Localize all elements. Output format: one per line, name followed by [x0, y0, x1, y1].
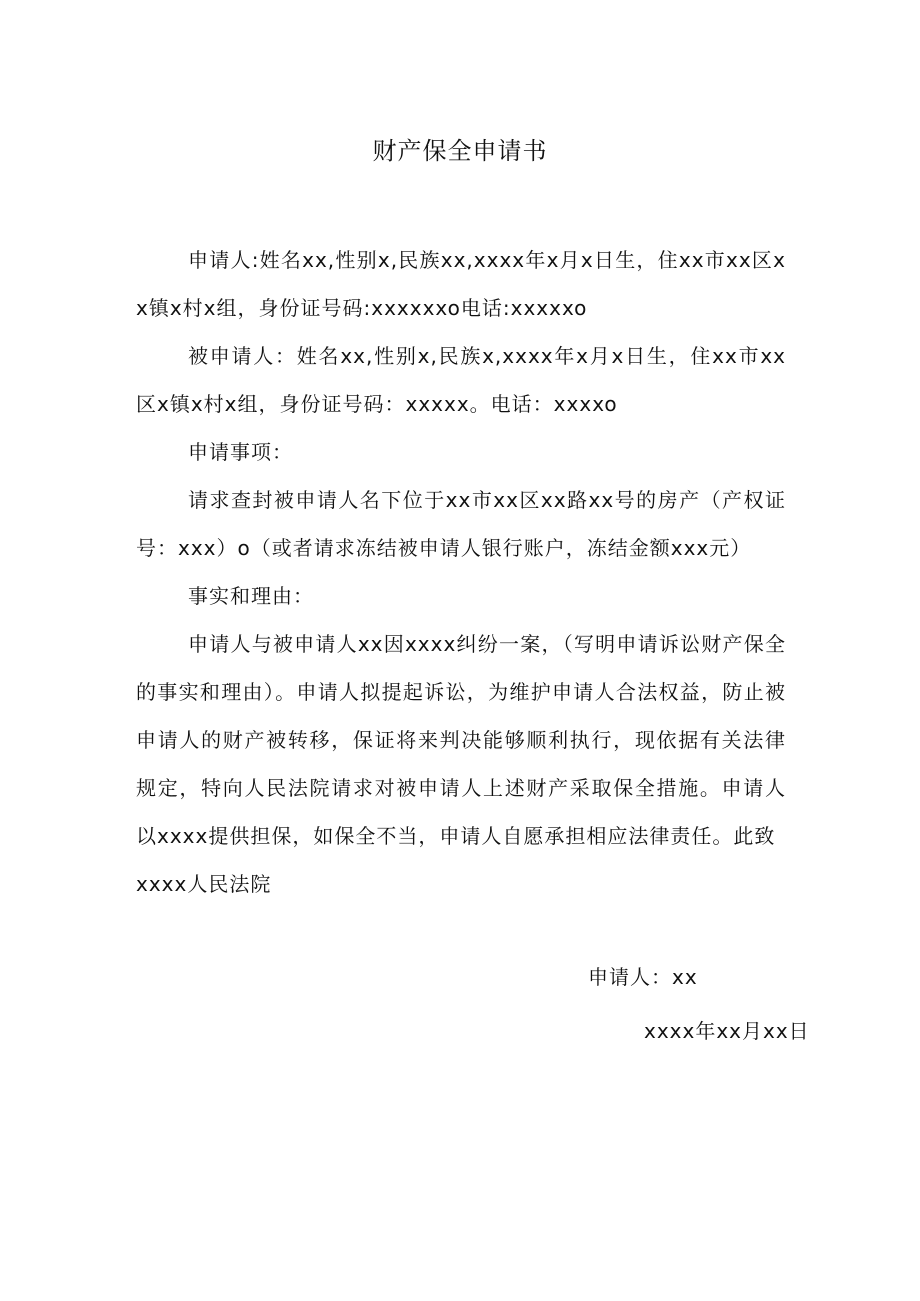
request-heading: 申请事项： [188, 440, 293, 464]
facts-paragraph: 申请人与被申请人xx因xxxx纠纷一案，（写明申请诉讼财产保全的事实和理由）。申请人拟提起诉讼，为维护申请人合法权益，防止被申请人的财产被转移，保证将来判决能够顺利执行，现依据有关法律规定，特向人民法院请求对被申请人上述财产采取保全措施。申请人以xxxx提供担保，如保全不当，申请人自愿承担相应法律责任。此致 [136, 632, 786, 848]
request-paragraph: 请求查封被申请人名下位于xx市xx区xx路xx号的房产（产权证号：xxx）o（或者请求冻结被申请人银行账户，冻结金额xxx元） [136, 488, 786, 560]
signature-applicant: 申请人：xx [588, 965, 698, 989]
court-name: xxxx人民法院 [136, 872, 272, 896]
signature-date: xxxx年xx月xx日 [644, 1019, 810, 1043]
document-title: 财产保全申请书 [372, 137, 548, 165]
document-body [136, 236, 786, 908]
respondent-paragraph: 被申请人：姓名xx,性别x,民族x,xxxx年x月x日生，住xx市xx区x镇x村x组，身份证号码：xxxxx。电话：xxxxo [136, 344, 786, 416]
applicant-paragraph: 申请人:姓名xx,性别x,民族xx,xxxx年x月x日生，住xx市xx区xx镇x村x组，身份证号码:xxxxxxo电话:xxxxxo [136, 248, 786, 320]
facts-heading: 事实和理由： [188, 584, 314, 608]
